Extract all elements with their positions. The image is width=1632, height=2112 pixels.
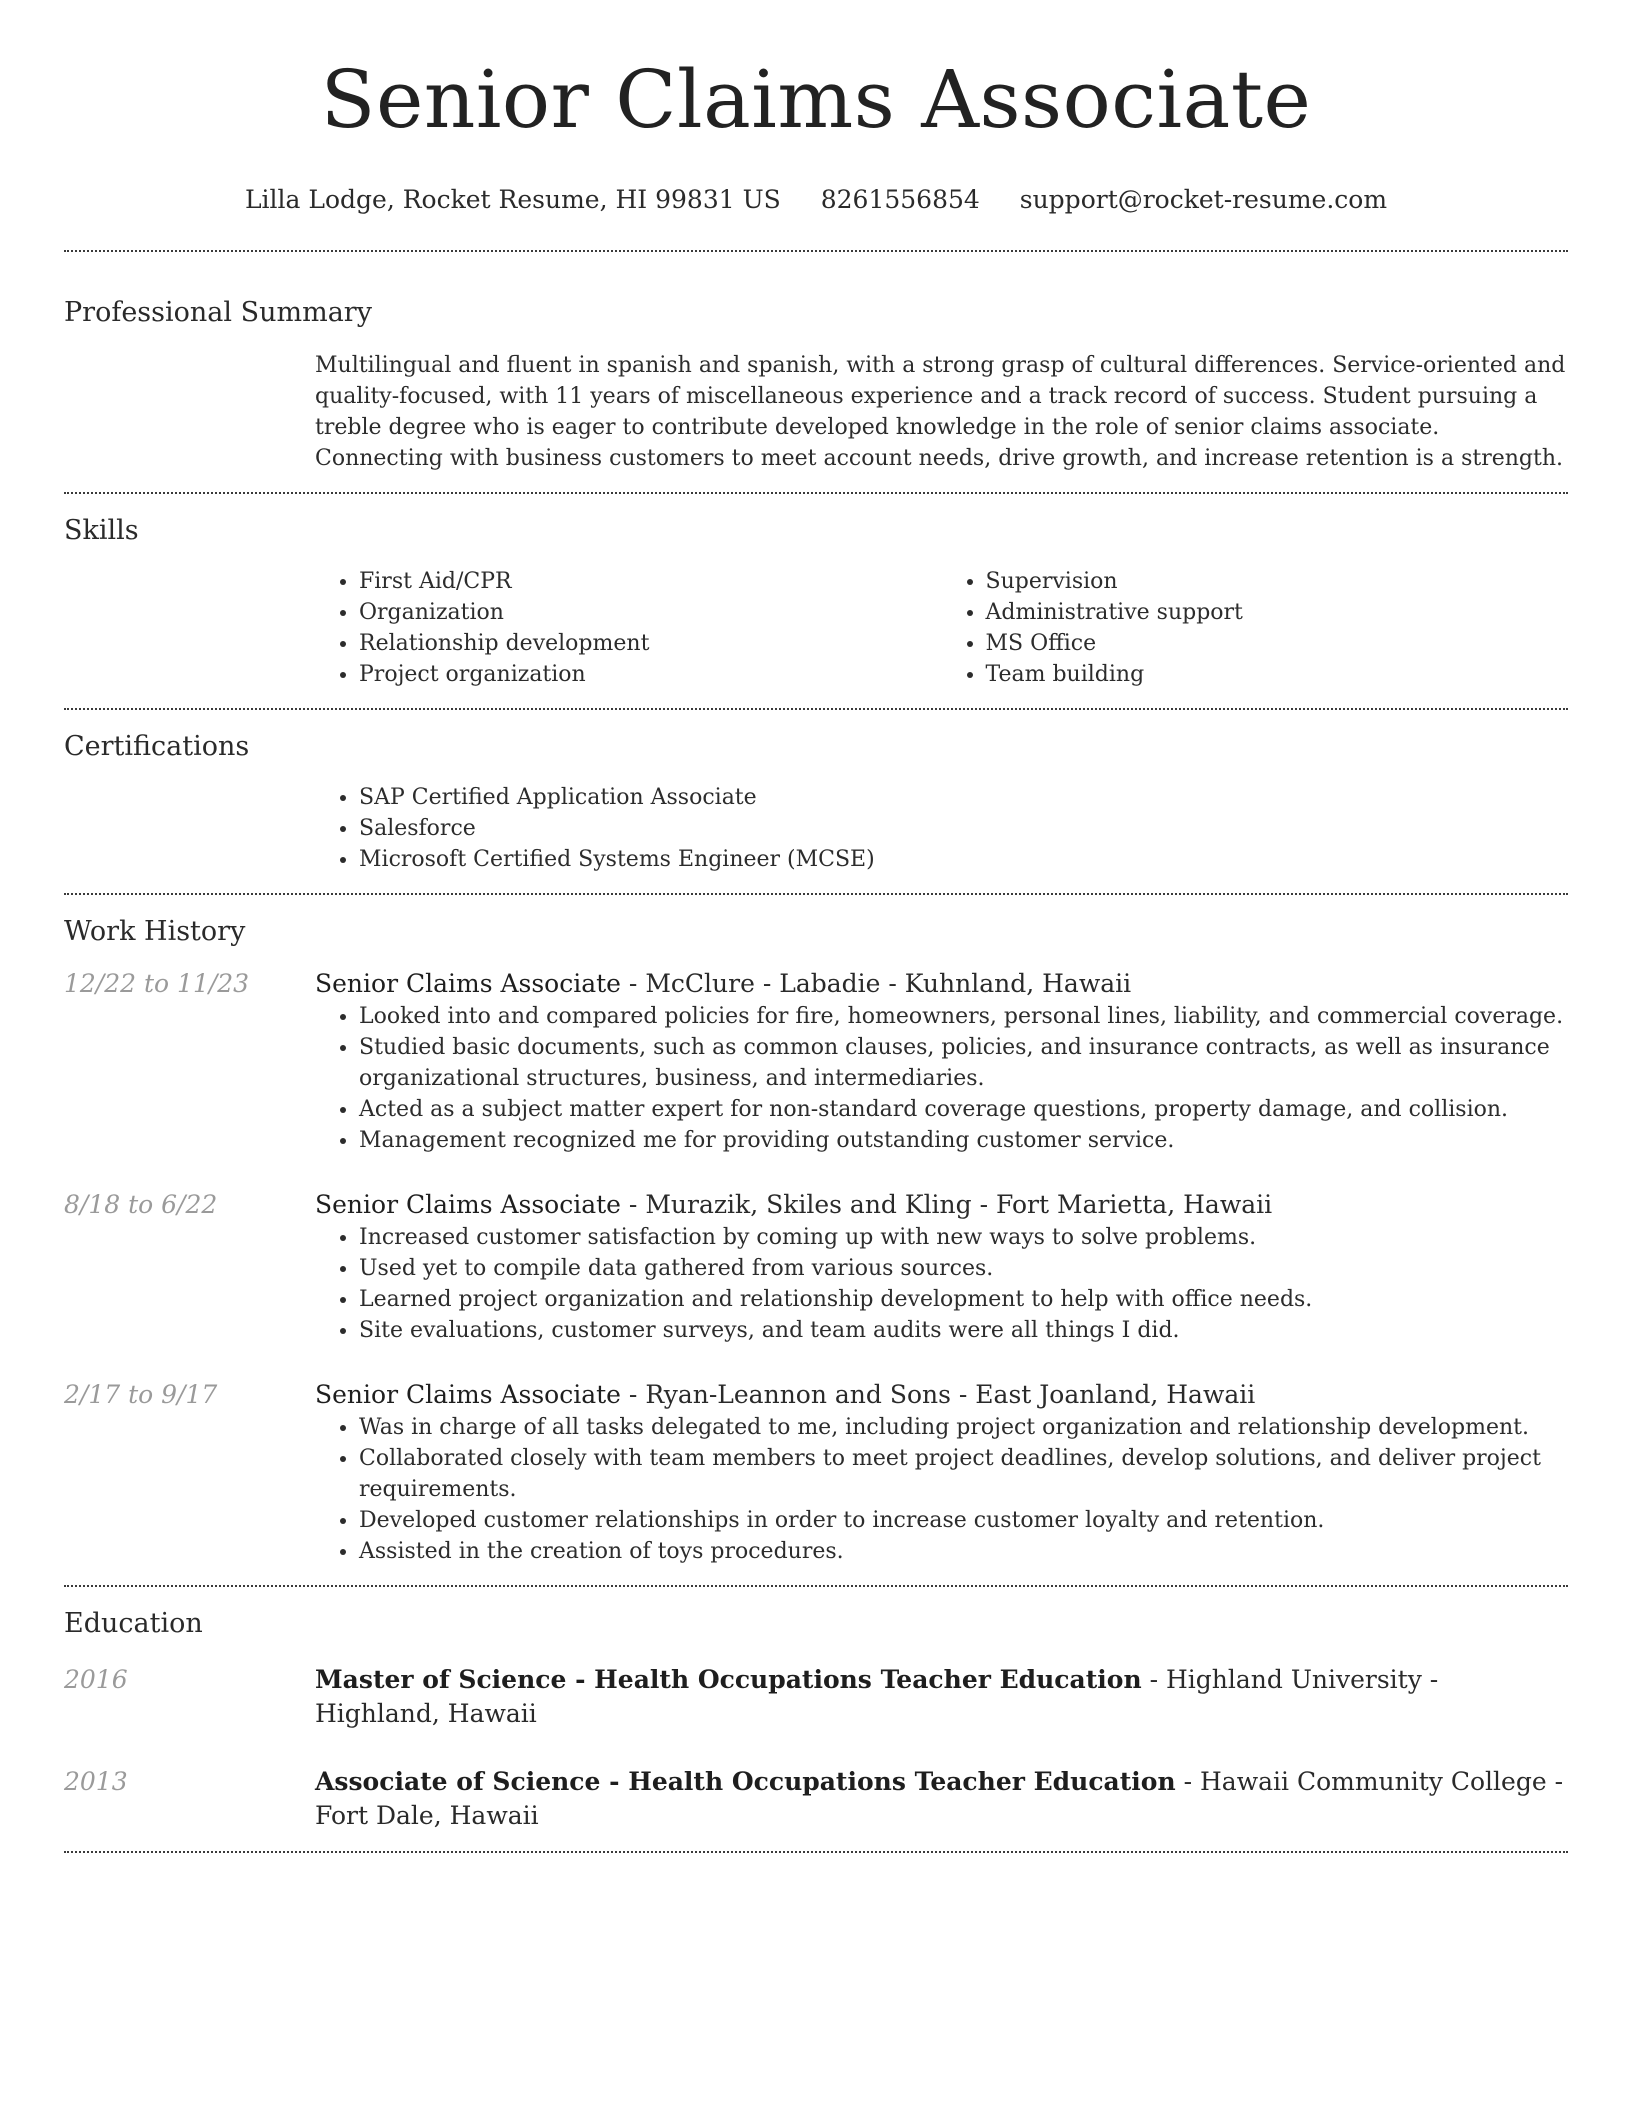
certifications-title: Certifications	[64, 731, 250, 762]
job-dates: 2/17 to 9/17	[64, 1380, 218, 1409]
education-school: Hawaii Community College - Fort Dale, Hawaii	[315, 1767, 1564, 1830]
job-content	[315, 967, 1568, 1156]
job-bullet: • Acted as a subject matter expert for non-standard coverage questions, property damage, and collision.	[359, 1094, 1568, 1125]
skills-list-right	[942, 566, 1569, 690]
resume-header	[64, 0, 1568, 216]
job-dates: 8/18 to 6/22	[64, 1190, 218, 1219]
education-year: 2016	[64, 1665, 128, 1694]
job-bullet: • Management recognized me for providing outstanding customer service.	[359, 1125, 1568, 1156]
job-bullet: • Was in charge of all tasks delegated to me, including project organization and relationship development.	[359, 1412, 1568, 1443]
contact-email: support@rocket-resume.com	[1019, 185, 1388, 214]
job-bullet: • Learned project organization and relationship development to help with office needs.	[359, 1284, 1568, 1315]
job-content	[315, 1188, 1568, 1346]
job-bullets	[315, 1412, 1568, 1567]
work-history-section	[64, 895, 1568, 1585]
certifications-body	[315, 782, 1568, 875]
job-role: Senior Claims Associate	[315, 1380, 621, 1409]
job-bullet: • Assisted in the creation of toys procedures.	[359, 1536, 1568, 1567]
education-year: 2013	[64, 1767, 128, 1796]
education-heading: Master of Science - Health Occupations Teacher Education - Highland University - Highland, Hawaii	[315, 1665, 1439, 1728]
summary-section	[64, 252, 1568, 492]
skill-item: • Administrative support	[986, 597, 1569, 628]
education-entry	[64, 1663, 1568, 1731]
certification-item: • Salesforce	[359, 813, 1568, 844]
education-title: Education	[64, 1608, 203, 1639]
skills-list-left	[315, 566, 942, 690]
certification-item: • Microsoft Certified Systems Engineer (MCSE)	[359, 844, 1568, 875]
job-employer: Ryan-Leannon and Sons - East Joanland, Hawaii	[645, 1380, 1256, 1409]
job-heading: Senior Claims Associate - Ryan-Leannon and Sons - East Joanland, Hawaii	[315, 1380, 1256, 1409]
summary-title: Professional Summary	[64, 297, 372, 328]
skill-item: • Project organization	[359, 659, 942, 690]
skills-title: Skills	[64, 515, 139, 546]
certifications-list	[315, 782, 1568, 875]
job-entry	[64, 967, 1568, 1156]
job-bullet: • Developed customer relationships in order to increase customer loyalty and retention.	[359, 1505, 1568, 1536]
skills-section	[64, 494, 1568, 708]
education-school: Highland University - Highland, Hawaii	[315, 1665, 1439, 1728]
section-divider	[64, 1851, 1568, 1853]
job-bullets	[315, 1222, 1568, 1346]
job-role: Senior Claims Associate	[315, 1190, 621, 1219]
education-section	[64, 1587, 1568, 1851]
work-history-title: Work History	[64, 916, 246, 947]
contact-line	[64, 184, 1568, 216]
job-employer: Murazik, Skiles and Kling - Fort Marietta, Hawaii	[645, 1190, 1273, 1219]
education-degree: Master of Science - Health Occupations Teacher Education	[315, 1665, 1142, 1694]
summary-text: Multilingual and fluent in spanish and spanish, with a strong grasp of cultural differences. Service-oriented and quality-focused, with 11 years of miscellaneous experience and a track record of success. Student pursuing a treble degree who is eager to contribute developed knowledge in the role of senior claims associate. Connecting with business customers to meet account needs, drive growth, and increase retention is a strength.	[315, 353, 1566, 471]
job-employer: McClure - Labadie - Kuhnland, Hawaii	[645, 969, 1132, 998]
job-entry	[64, 1378, 1568, 1567]
skill-item: • Supervision	[986, 566, 1569, 597]
certifications-section	[64, 710, 1568, 893]
job-content	[315, 1378, 1568, 1567]
job-bullet: • Increased customer satisfaction by coming up with new ways to solve problems.	[359, 1222, 1568, 1253]
job-bullet: • Studied basic documents, such as common clauses, policies, and insurance contracts, as well as insurance organizational structures, business, and intermediaries.	[359, 1032, 1568, 1094]
contact-phone: 8261556854	[820, 185, 980, 214]
job-bullet: • Collaborated closely with team members to meet project deadlines, develop solutions, and deliver project requirements.	[359, 1443, 1568, 1505]
skill-item: • Organization	[359, 597, 942, 628]
skill-item: • MS Office	[986, 628, 1569, 659]
job-bullet: • Looked into and compared policies for fire, homeowners, personal lines, liability, and commercial coverage.	[359, 1001, 1568, 1032]
job-entry	[64, 1188, 1568, 1346]
education-entry	[64, 1765, 1568, 1833]
skill-item: • Team building	[986, 659, 1569, 690]
contact-address: Lilla Lodge, Rocket Resume, HI 99831 US	[244, 185, 781, 214]
skill-item: • First Aid/CPR	[359, 566, 942, 597]
education-heading: Associate of Science - Health Occupations Teacher Education - Hawaii Community College - Fort Dale, Hawaii	[315, 1767, 1564, 1830]
job-heading: Senior Claims Associate - Murazik, Skiles and Kling - Fort Marietta, Hawaii	[315, 1190, 1273, 1219]
job-bullet: • Site evaluations, customer surveys, and team audits were all things I did.	[359, 1315, 1568, 1346]
job-bullet: • Used yet to compile data gathered from various sources.	[359, 1253, 1568, 1284]
summary-body	[315, 350, 1568, 474]
job-role: Senior Claims Associate	[315, 969, 621, 998]
job-bullets	[315, 1001, 1568, 1156]
skill-item: • Relationship development	[359, 628, 942, 659]
job-heading: Senior Claims Associate - McClure - Labadie - Kuhnland, Hawaii	[315, 969, 1132, 998]
certification-item: • SAP Certified Application Associate	[359, 782, 1568, 813]
skills-grid	[315, 566, 1568, 690]
job-dates: 12/22 to 11/23	[64, 969, 250, 998]
education-degree: Associate of Science - Health Occupations Teacher Education	[315, 1767, 1176, 1796]
candidate-title: Senior Claims Associate	[320, 53, 1312, 146]
